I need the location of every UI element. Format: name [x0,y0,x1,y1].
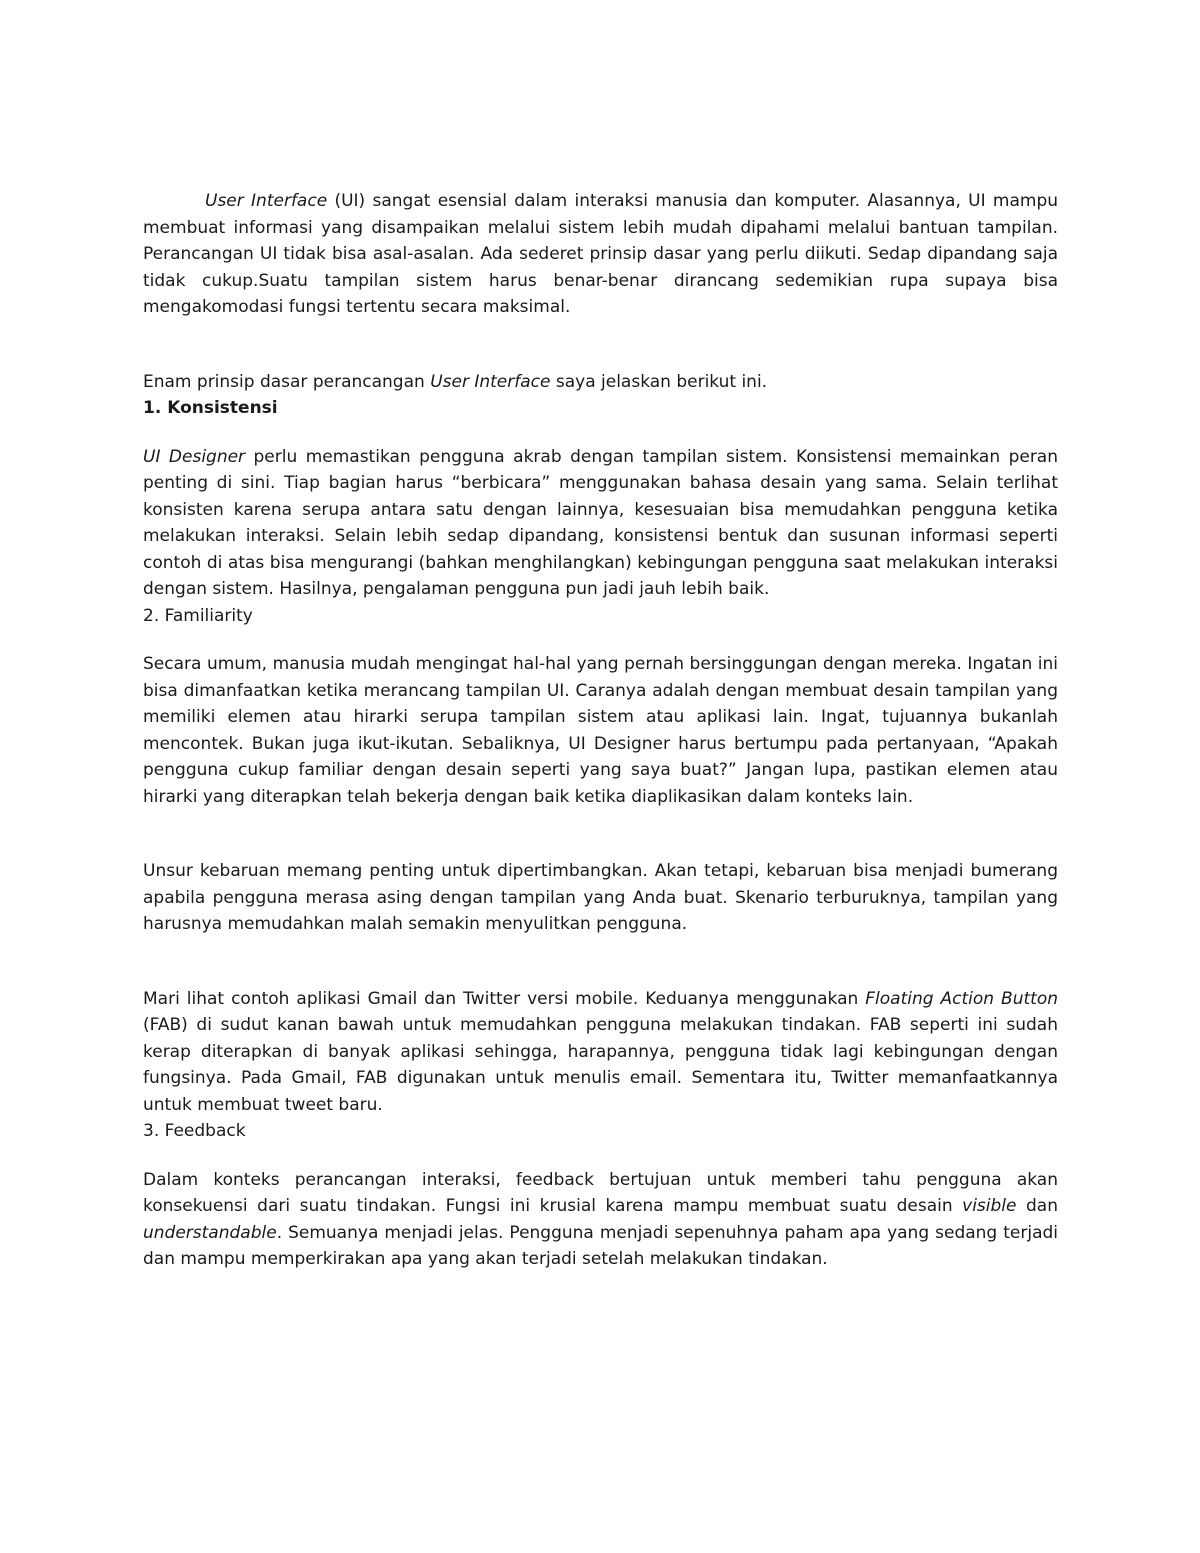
principles-intro-text-a: Enam prinsip dasar perancangan [143,371,431,392]
konsistensi-paragraph [143,444,1058,603]
konsistensi-text: perlu memastikan pengguna akrab dengan tampilan sistem. Konsistensi memainkan peran penting di sini. Tiap bagian harus “berbicara” menggunakan bahasa desain yang sama. Selain terlihat konsisten karena serupa antara satu dengan lainnya, kesesuaian bisa memudahkan pengguna ketika melakukan interaksi. Selain lebih sedap dipandang, konsistensi bentuk dan susunan informasi seperti contoh di atas bisa mengurangi (bahkan menghilangkan) kebingungan pengguna saat melakukan interaksi dengan sistem. Hasilnya, pengalaman pengguna pun jadi jauh lebih baik. [143,446,1058,599]
principles-intro-term: User Interface [430,371,551,392]
feedback-paragraph [143,1167,1058,1273]
feedback-text-c: . Semuanya menjadi jelas. Pengguna menjadi sepenuhnya paham apa yang sedang terjadi dan mampu memperkirakan apa yang akan terjadi setelah melakukan tindakan. [143,1222,1058,1269]
intro-text: (UI) sangat esensial dalam interaksi manusia dan komputer. Alasannya, UI mampu membuat informasi yang disampaikan melalui sistem lebih mudah dipahami melalui bantuan tampilan. Perancangan UI tidak bisa asal-asalan. Ada sederet prinsip dasar yang perlu diikuti. Sedap dipandang saja tidak cukup.Suatu tampilan sistem harus benar-benar dirancang sedemikian rupa supaya bisa mengakomodasi fungsi tertentu secara maksimal. [143,191,1059,317]
feedback-text-b: dan [1016,1196,1058,1216]
heading-familiarity: 2. Familiarity [143,605,253,626]
intro-paragraph [143,188,1058,321]
document-page [143,188,1058,1273]
heading-konsistensi: 1. Konsistensi [143,398,278,418]
feedback-term-understandable: understandable [143,1222,277,1243]
konsistensi-term: UI Designer [143,446,246,467]
heading-feedback: 3. Feedback [143,1121,246,1141]
fab-term: Floating Action Button [865,988,1058,1009]
intro-term-ui: User Interface [205,191,328,211]
principles-intro-text-b: saya jelaskan berikut ini. [550,371,768,392]
fab-text-a: Mari lihat contoh aplikasi Gmail dan Twitter versi mobile. Keduanya menggunakan [143,988,866,1009]
fab-text-b: (FAB) di sudut kanan bawah untuk memudahkan pengguna melakukan tindakan. FAB seperti ini sudah kerap diterapkan di banyak aplikasi sehingga, harapannya, pengguna tidak lagi kebingungan dengan fungsinya. Pada Gmail, FAB digunakan untuk menulis email. Sementara itu, Twitter memanfaatkannya untuk membuat tweet baru. [143,1015,1058,1115]
novelty-paragraph: Unsur kebaruan memang penting untuk dipertimbangkan. Akan tetapi, kebaruan bisa menjadi bumerang apabila pengguna merasa asing dengan tampilan yang Anda buat. Skenario terburuknya, tampilan yang harusnya memudahkan malah semakin menyulitkan pengguna. [143,861,1058,934]
feedback-text-a: Dalam konteks perancangan interaksi, feedback bertujuan untuk memberi tahu pengguna akan konsekuensi dari suatu tindakan. Fungsi ini krusial karena mampu membuat suatu desain [143,1169,1058,1216]
principles-intro [143,369,1058,396]
familiarity-paragraph: Secara umum, manusia mudah mengingat hal-hal yang pernah bersinggungan dengan mereka. Ingatan ini bisa dimanfaatkan ketika merancang tampilan UI. Caranya adalah dengan membuat desain tampilan yang memiliki elemen atau hirarki serupa tampilan sistem atau aplikasi lain. Ingat, tujuannya bukanlah mencontek. Bukan juga ikut-ikutan. Sebaliknya, UI Designer harus bertumpu pada pertanyaan, “Apakah pengguna cukup familiar dengan desain seperti yang saya buat?” Jangan lupa, pastikan elemen atau hirarki yang diterapkan telah bekerja dengan baik ketika diaplikasikan dalam konteks lain. [143,654,1058,807]
fab-example-paragraph [143,986,1058,1119]
feedback-term-visible: visible [962,1196,1017,1216]
